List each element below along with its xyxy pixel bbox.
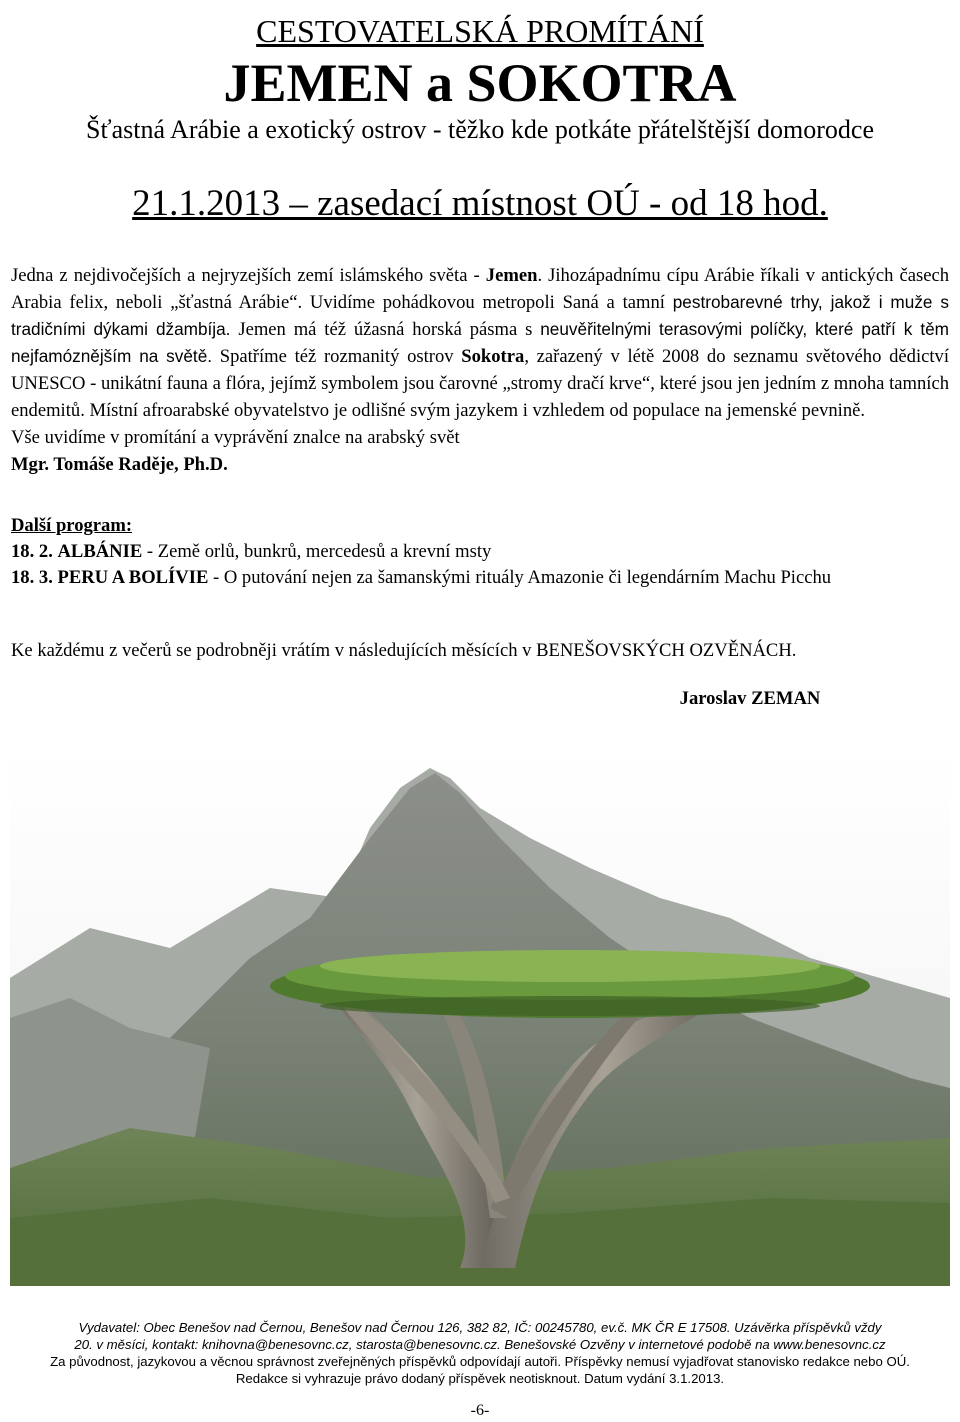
program-text: - O putování nejen za šamanskými rituály Amazonie či legendárním Machu Picchu	[208, 567, 832, 588]
event-date-line: 21.1.2013 – zasedací místnost OÚ - od 18 hod.	[132, 183, 828, 224]
event-title: JEMEN a SOKOTRA	[223, 53, 737, 113]
event-kicker: CESTOVATELSKÁ PROMÍTÁNÍ	[256, 13, 704, 49]
program-section	[11, 513, 949, 591]
event-subtitle: Šťastná Arábie a exotický ostrov - těžko kde potkáte přátelštější domorodce	[86, 115, 874, 144]
island-name-sokotra: Sokotra	[461, 346, 525, 367]
author-name: Jaroslav ZEMAN	[679, 688, 821, 709]
lecturer-name: Mgr. Tomáše Raděje, Ph.D.	[11, 454, 228, 475]
country-name-jemen: Jemen	[485, 265, 538, 286]
program-text: - Země orlů, bunkrů, mercedesů a krevní msty	[142, 541, 492, 562]
footer-line: Za původnost, jazykovou a věcnou správnost zveřejněných příspěvků odpovídají autoři. Příspěvky nemusí vyjadřovat stanovisko redakce nebo OÚ.	[50, 1354, 910, 1369]
text-run: Jemen má též úžasná horská pásma s	[230, 319, 541, 340]
program-item	[11, 565, 949, 591]
dragon-blood-tree-photo	[10, 748, 950, 1286]
page-number: -6-	[470, 1402, 490, 1419]
program-heading: Další program:	[11, 515, 133, 536]
program-country: PERU A BOLÍVIE	[57, 567, 209, 588]
program-item	[11, 539, 949, 565]
text-run: , zařazený v létě 2008 do seznamu světového dědictví UNESCO - unikátní fauna a flóra, jejímž symbolem jsou čarovné „stromy dračí krve“, které jsou jen jedním z mnoha tamních endemitů. Místní afroarabské obyvatelstvo je odlišné svým jazykem i vzhledem od populace na jemenské pevnině.	[11, 346, 949, 421]
text-run: neuvěřitelnými terasovými políčky, které patří k těm nejfamóznějším na světě.	[11, 319, 949, 366]
text-run: pestrobarevné trhy, jakož i muže s tradičními dýkami džambíja.	[11, 292, 949, 339]
program-country: ALBÁNIE	[57, 541, 143, 562]
invitation-line: Vše uvidíme v promítání a vyprávění znalce na arabský svět	[11, 427, 460, 448]
text-run: . Jihozápadnímu cípu Arábie říkali v antických časech Arabia felix, neboli „šťastná Arábie“. Uvidíme pohádkovou metropoli Saná a tamní	[11, 265, 949, 313]
text-run: Jedna z nejdivočejších a nejryzejších zemí islámského světa -	[11, 265, 486, 286]
program-date: 18. 2.	[11, 541, 53, 562]
text-run: Spatříme též rozmanitý ostrov	[212, 346, 462, 367]
photo-illustration	[10, 748, 950, 1286]
footer-line: 20. v měsíci, kontakt: knihovna@benesovnc.cz, starosta@benesovnc.cz. Benešovské Ozvěny v internetové podobě na www.benesovnc.cz	[74, 1337, 886, 1352]
footer-line: Vydavatel: Obec Benešov nad Černou, Benešov nad Černou 126, 382 82, IČ: 00245780, ev.č. MK ČR E 17508. Uzávěrka příspěvků vždy	[78, 1320, 882, 1335]
footer-line: Redakce si vyhrazuje právo dodaný příspěvek neotisknout. Datum vydání 3.1.2013.	[235, 1371, 725, 1386]
closing-note: Ke každému z večerů se podrobněji vrátím v následujících měsících v BENEŠOVSKÝCH OZVĚNÁCH.	[11, 640, 797, 661]
article-paragraph	[11, 262, 949, 424]
article-body	[11, 262, 949, 478]
program-date: 18. 3.	[11, 567, 53, 588]
publisher-footer	[0, 1319, 960, 1387]
